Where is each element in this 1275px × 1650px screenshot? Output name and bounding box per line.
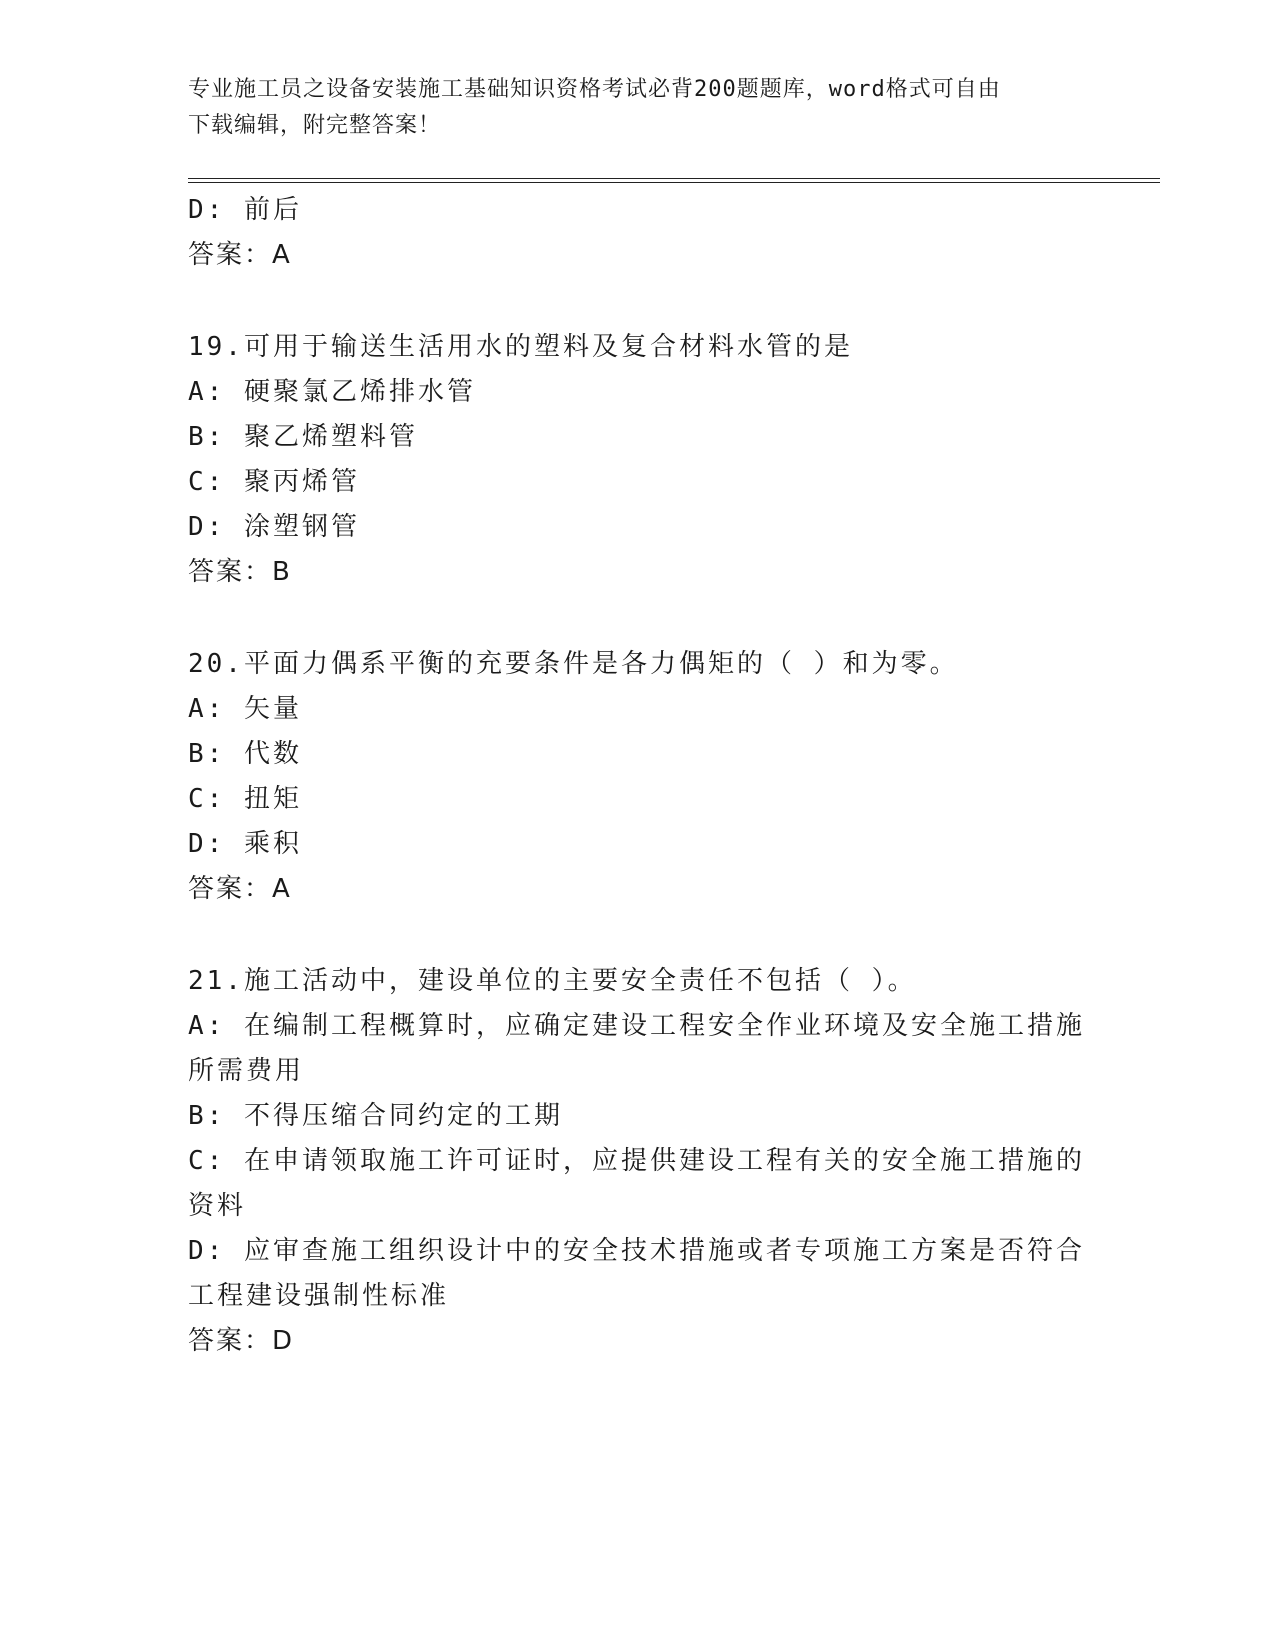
answer: 答案：D [188, 1326, 295, 1356]
option-d: D: 应审查施工组织设计中的安全技术措施或者专项施工方案是否符合工程建设强制性标准 [188, 1236, 1085, 1311]
option-c: C: 聚丙烯管 [188, 467, 360, 497]
option-b: B: 代数 [188, 739, 302, 769]
option-a: A: 在编制工程概算时，应确定建设工程安全作业环境及安全施工措施所需费用 [188, 1011, 1085, 1086]
question-stem: 19.可用于输送生活用水的塑料及复合材料水管的是 [188, 332, 853, 362]
question-stem: 21.施工活动中，建设单位的主要安全责任不包括（ ）。 [188, 966, 917, 996]
option-d: D: 涂塑钢管 [188, 512, 360, 542]
option-b: B: 不得压缩合同约定的工期 [188, 1101, 563, 1131]
spacer [188, 912, 1088, 959]
document-body [188, 188, 1088, 1364]
option-c: C: 在申请领取施工许可证时，应提供建设工程有关的安全施工措施的资料 [188, 1146, 1085, 1221]
option-c: C: 扭矩 [188, 784, 302, 814]
prev-option-d: D: 前后 [188, 195, 302, 225]
page-header [188, 72, 1088, 144]
option-a: A: 矢量 [188, 694, 302, 724]
question-stem: 20.平面力偶系平衡的充要条件是各力偶矩的（ ）和为零。 [188, 649, 959, 679]
header-title-line-2: 下载编辑，附完整答案！ [188, 113, 442, 138]
question-21 [188, 959, 1088, 1364]
option-d: D: 乘积 [188, 829, 302, 859]
spacer [188, 595, 1088, 642]
prev-answer: 答案：A [188, 240, 292, 270]
option-a: A: 硬聚氯乙烯排水管 [188, 377, 476, 407]
spacer [188, 278, 1088, 325]
header-divider [188, 178, 1160, 183]
answer: 答案：A [188, 874, 292, 904]
answer: 答案：B [188, 557, 292, 587]
question-20 [188, 642, 1088, 912]
header-title-line-1: 专业施工员之设备安装施工基础知识资格考试必背200题题库，word格式可自由 [188, 77, 1001, 102]
option-b: B: 聚乙烯塑料管 [188, 422, 418, 452]
question-19 [188, 325, 1088, 595]
